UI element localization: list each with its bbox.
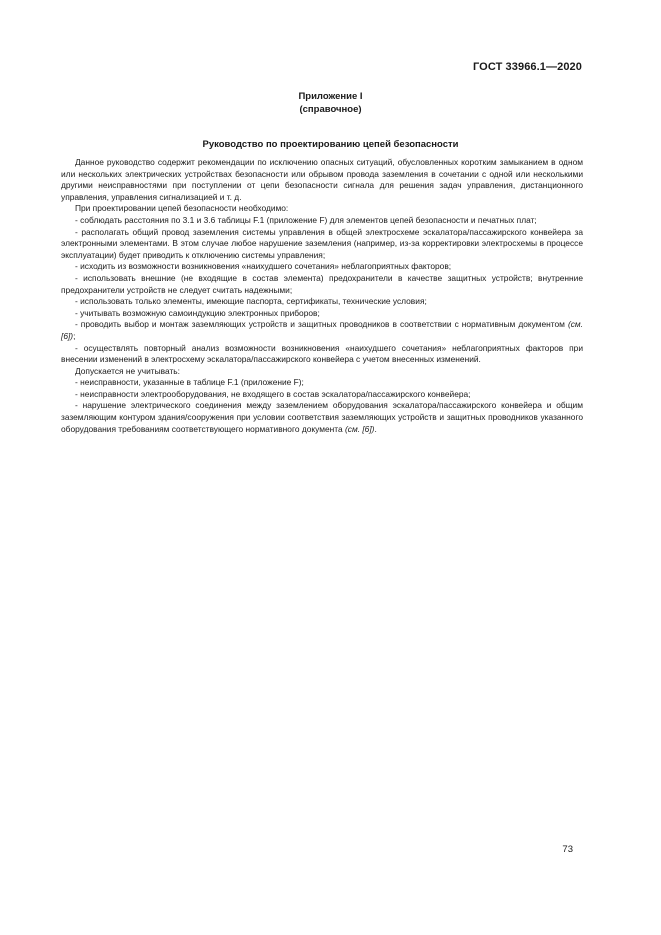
paragraph: Допускается не учитывать: [75, 365, 180, 376]
list-item: - неисправности, указанные в таблице F.1 (приложение F); [75, 377, 304, 388]
list-item: - учитывать возможную самоиндукцию электронных приборов; [75, 307, 320, 318]
list-item: - использовать только элементы, имеющие паспорта, сертификаты, технические условия; [75, 296, 427, 307]
reference-citation: (см. [6]) [344, 423, 375, 434]
list-item: - неисправности электрооборудования, не входящего в состав эскалатора/пассажирского конвейера; [75, 388, 471, 399]
list-item: - осуществлять повторный анализ возможности возникновения «наихудшего сочетания» неблагоприятных факторов при внесении изменений в электросхему эскалатора/пассажирского конвейера с учетом внесенных изменений. [61, 342, 583, 365]
list-item-text: - нарушение электрического соединения между заземлением оборудования эскалатора/пассажирского конвейера и общим заземляющим контуром здания/сооружения при условии соответствия заземляющих устройств и защитных проводников указанного оборудования требованиям соответствующего нормативного документа [61, 400, 583, 434]
body-text [61, 157, 583, 435]
paragraph: При проектировании цепей безопасности необходимо: [75, 203, 289, 214]
appendix-heading [0, 90, 661, 116]
list-item: - исходить из возможности возникновения «наихудшего сочетания» неблагоприятных факторов; [75, 261, 452, 272]
paragraph: Данное руководство содержит рекомендации по исключению опасных ситуаций, обусловленных коротким замыканием в одном или нескольких электрических устройствах безопасности или обрывом провода заземления в сочетании с одной или несколькими другими неисправностями при поступлении от цепи безопасности сигнала для решения задач управления, дистанционного управления, управления сигнализацией и т. д. [61, 157, 583, 202]
list-item: - располагать общий провод заземления системы управления в общей электросхеме эскалатора/пассажирского конвейера за электронными элементами. В этом случае любое нарушение заземления (например, из-за корректировки электросхемы в процессе эксплуатации) будет приводить к отключению системы управления; [61, 226, 583, 260]
appendix-title: Приложение I [298, 91, 363, 102]
list-item-end: . [374, 423, 377, 434]
list-item: - соблюдать расстояния по 3.1 и 3.6 таблицы F.1 (приложение F) для элементов цепей безопасности и печатных плат; [75, 214, 537, 225]
page-number: 73 [562, 844, 573, 855]
standard-code: ГОСТ 33966.1—2020 [472, 61, 582, 73]
reference-citation: (см. [6]) [61, 319, 583, 341]
list-item [61, 400, 583, 435]
list-item [61, 319, 583, 342]
list-item: - использовать внешние (не входящие в состав элемента) предохранители в качестве защитных устройств; внутренние предохранители устройств не следует считать надежными; [61, 272, 583, 295]
list-item-text: - проводить выбор и монтаж заземляющих устройств и защитных проводников в соответствии с нормативным документом [75, 319, 568, 330]
list-item-end: ; [73, 330, 76, 341]
section-title: Руководство по проектированию цепей безопасности [202, 139, 459, 150]
appendix-subtitle: (справочное) [299, 104, 362, 115]
